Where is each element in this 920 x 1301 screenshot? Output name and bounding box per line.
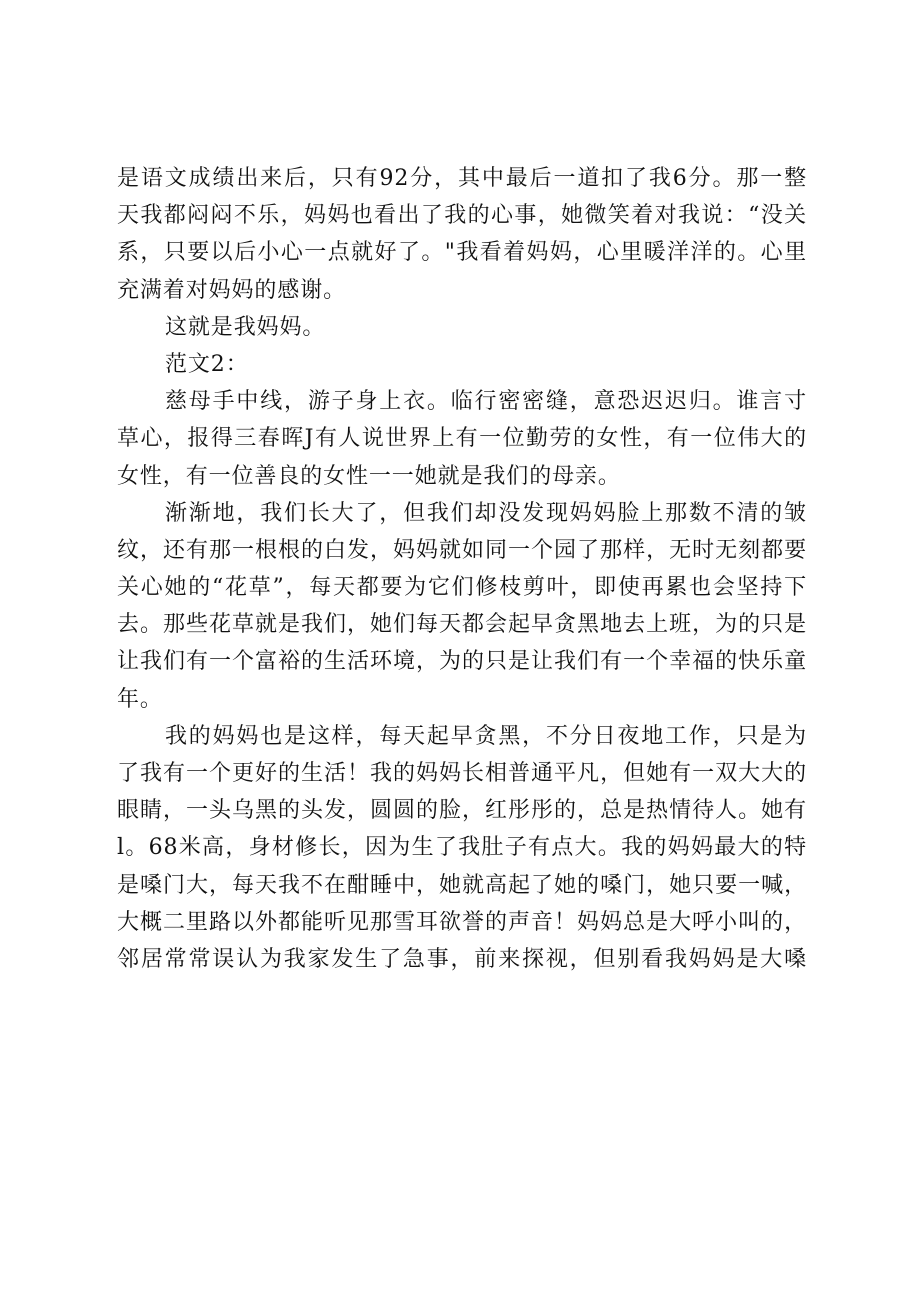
text-line: 了我有一个更好的生活！我的妈妈长相普通平凡，但她有一双大大的 (117, 761, 807, 786)
text-line: 让我们有一个富裕的生活环境，为的只是让我们有一个幸福的快乐童 (117, 649, 807, 675)
text-line: 关心她的“花草”，每天都要为它们修枝剪叶，即使再累也会坚持下 (117, 575, 807, 601)
text-line: 是嗓门大，每天我不在酣睡中，她就高起了她的嗓门，她只要一喊， (117, 872, 807, 898)
text-line: 慈母手中线，游子身上衣。临行密密缝，意恐迟迟归。谁言寸 (165, 389, 807, 415)
text-line: 女性，有一位善良的女性一一她就是我们的母亲。 (117, 463, 621, 489)
text-line: 大概二里路以外都能听见那雪耳欲誉的声音！妈妈总是大呼小叫的， (117, 909, 807, 935)
text-line: l。68米高，身材修长，因为生了我肚子有点大。我的妈妈最大的特 (117, 835, 807, 861)
text-line: 纹，还有那一根根的白发，妈妈就如同一个园了那样，无时无刻都要 (117, 537, 807, 563)
text-line: 范文2： (165, 351, 249, 377)
text-line: 草心，报得三春晖J有人说世界上有一位勤劳的女性，有一位伟大的 (117, 426, 807, 452)
text-line: 邻居常常误认为我家发生了急事，前来探视，但别看我妈妈是大嗓 (117, 946, 807, 972)
text-line: 系，只要以后小心一点就好了。"我看着妈妈，心里暖洋洋的。心里 (117, 240, 807, 266)
body-text (117, 160, 807, 978)
text-line: 年。 (117, 686, 163, 712)
text-line: 渐渐地，我们长大了，但我们却没发现妈妈脸上那数不清的皱 (165, 500, 807, 526)
text-line: 充满着对妈妈的感谢。 (117, 277, 347, 303)
text-line: 眼睛，一头乌黑的头发，圆圆的脸，红彤彤的，总是热情待人。她有 (117, 798, 807, 824)
text-line: 这就是我妈妈。 (165, 314, 326, 340)
text-line: 去。那些花草就是我们，她们每天都会起早贪黑地去上班，为的只是 (117, 612, 807, 638)
text-line: 是语文成绩出来后，只有92分，其中最后一道扣了我6分。那一整 (117, 166, 807, 191)
text-line: 我的妈妈也是这样，每天起早贪黑，不分日夜地工作，只是为 (165, 723, 807, 749)
text-line: 天我都闷闷不乐，妈妈也看出了我的心事，她微笑着对我说：“没关 (117, 203, 807, 229)
